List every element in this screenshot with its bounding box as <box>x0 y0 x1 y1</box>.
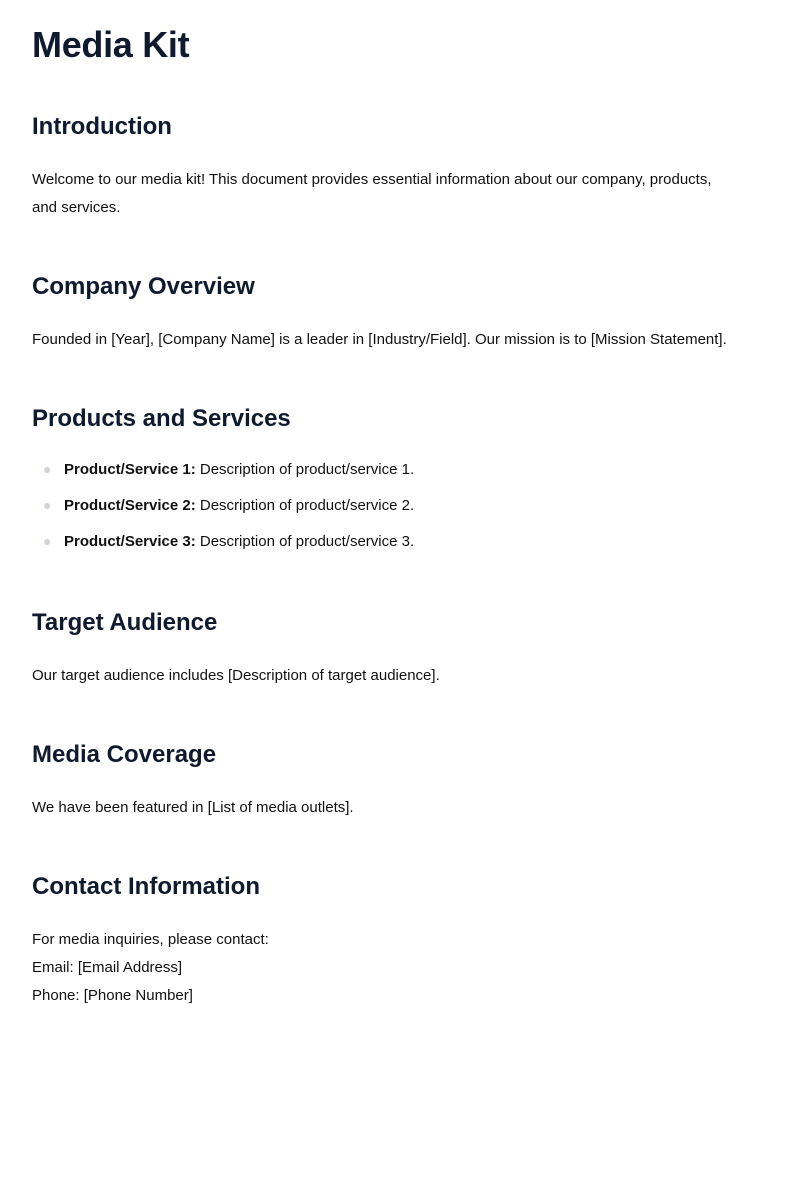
products-list <box>32 458 768 554</box>
item-description: Description of product/service 3. <box>195 533 415 550</box>
section-media-coverage <box>32 740 768 822</box>
item-title: Product/Service 1: <box>64 461 196 478</box>
bullet-icon <box>44 467 50 473</box>
item-title: Product/Service 2: <box>64 497 196 514</box>
body-line: and services. <box>32 199 121 216</box>
section-heading: Products and Services <box>32 405 291 432</box>
section-body: Founded in [Year], [Company Name] is a leader in [Industry/Field]. Our mission is to [Mission Statement]. <box>32 331 727 348</box>
list-item <box>32 530 768 554</box>
section-heading: Target Audience <box>32 609 218 636</box>
bullet-icon <box>44 539 50 545</box>
contact-block <box>32 926 768 1010</box>
bullet-icon <box>44 503 50 509</box>
section-introduction <box>32 112 768 222</box>
section-heading: Contact Information <box>32 873 260 900</box>
contact-phone: Phone: [Phone Number] <box>32 987 193 1004</box>
item-description: Description of product/service 1. <box>195 461 415 478</box>
page-title: Media Kit <box>32 24 190 65</box>
list-item <box>32 458 768 482</box>
section-heading: Company Overview <box>32 273 255 300</box>
item-title: Product/Service 3: <box>64 533 196 550</box>
body-line: Welcome to our media kit! This document provides essential information about our company, products, <box>32 171 712 188</box>
contact-email: Email: [Email Address] <box>32 959 183 976</box>
section-heading: Media Coverage <box>32 741 217 768</box>
item-description: Description of product/service 2. <box>195 497 415 514</box>
section-body: Our target audience includes [Description of target audience]. <box>32 667 440 684</box>
section-body: We have been featured in [List of media outlets]. <box>32 799 354 816</box>
section-heading: Introduction <box>32 113 172 140</box>
section-target-audience <box>32 608 768 690</box>
section-company-overview <box>32 272 768 354</box>
section-products-services <box>32 404 768 566</box>
contact-intro: For media inquiries, please contact: <box>32 931 269 948</box>
section-body <box>32 166 768 222</box>
section-contact-information <box>32 872 768 1010</box>
list-item <box>32 494 768 518</box>
